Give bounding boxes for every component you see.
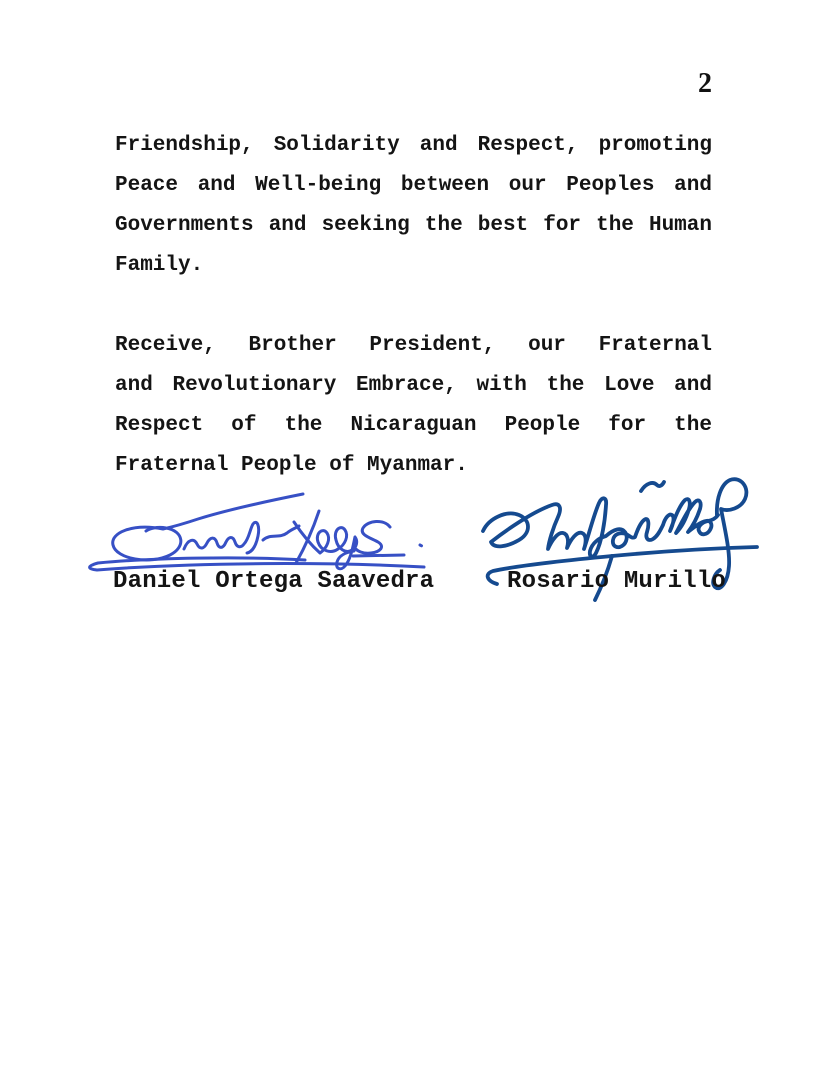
paragraph-2-line-3: Respect of the Nicaraguan People for the xyxy=(115,414,712,437)
paragraph-2 xyxy=(115,326,712,486)
paragraph-1-line-1: Friendship, Solidarity and Respect, promoting xyxy=(115,134,712,157)
paragraph-1-line-3: Governments and seeking the best for the Human xyxy=(115,214,712,237)
paragraph-2-line-4: Fraternal People of Myanmar. xyxy=(115,454,468,477)
page-number: 2 xyxy=(698,68,712,99)
letter-body xyxy=(115,126,712,486)
signatory-name-daniel-ortega-saavedra: Daniel Ortega Saavedra xyxy=(113,568,435,595)
signature-ink-daniel xyxy=(90,494,424,570)
paragraph-1-line-4: Family. xyxy=(115,254,204,277)
paragraph-1-line-2: Peace and Well-being between our Peoples and xyxy=(115,174,712,197)
paragraph-2-line-2: and Revolutionary Embrace, with the Love and xyxy=(115,374,712,397)
paragraph-1 xyxy=(115,126,712,286)
signature-daniel-ortega-saavedra xyxy=(85,480,430,575)
signatory-name-rosario-murillo: Rosario Murillo xyxy=(507,568,727,595)
paragraph-2-line-1: Receive, Brother President, our Fraternal xyxy=(115,334,712,357)
